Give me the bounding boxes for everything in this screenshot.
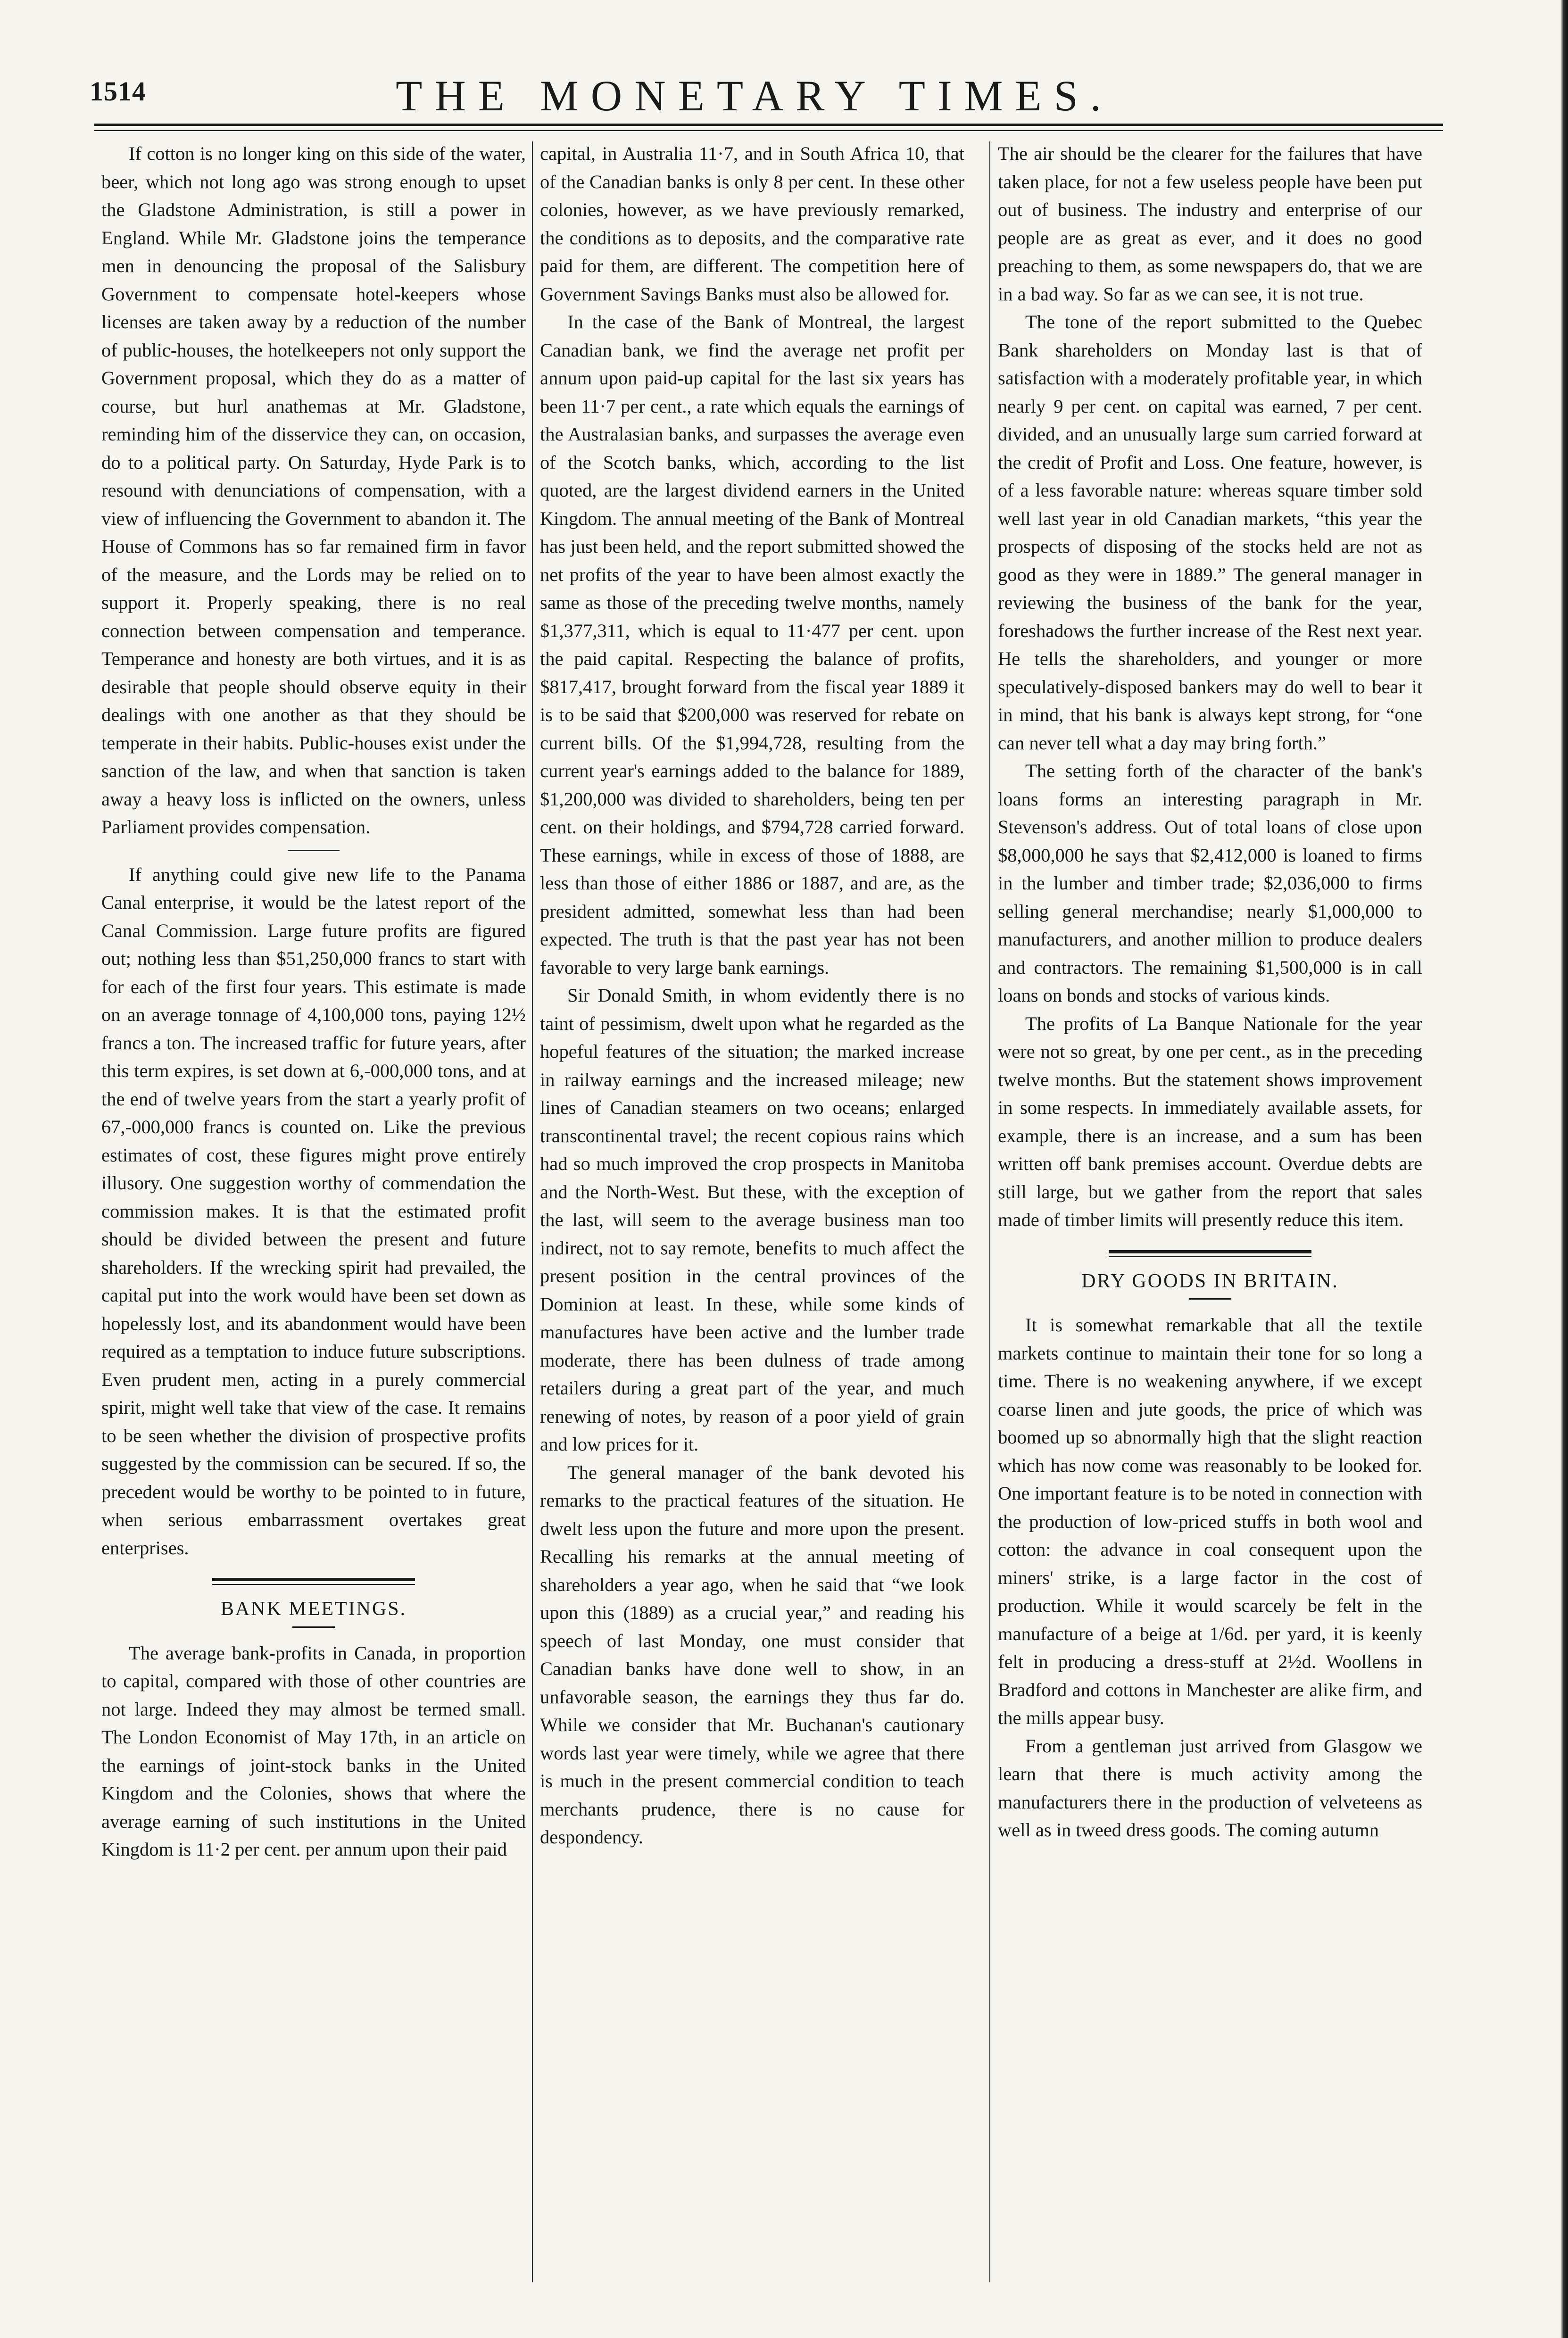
heading-bank-meetings: BANK MEETINGS.	[220, 1598, 407, 1620]
paragraph-bank-profits: The average bank-profits in Canada, in proportion to capital, compared with those of other countries are not large. Indeed they may almost be termed small. The London Economist of May 17th, in an article on the earnings of joint-stock banks in the United Kingdom and the Colonies, shows that where the average earning of such institutions in the United Kingdom is 11·2 per cent. per annum upon their paid	[101, 1642, 526, 1860]
section-separator	[288, 850, 340, 851]
paragraph-continued-capital: capital, in Australia 11·7, and in South Africa 10, that of the Canadian banks is only 8 per cent. In these other colonies, however, as we have previously remarked, the conditions as to deposits, and the comparative rate paid for them, are different. The competition here of Government Savings Banks must also be allowed for.	[540, 143, 964, 305]
paragraph-textile-markets: It is somewhat remarkable that all the textile markets continue to maintain their tone for so long a time. There is no weakening anywhere, if we except coarse linen and jute goods, the price of which was boomed up so abnormally high that the slight reaction which has now come was reasonably to be looked for. One important feature is to be noted in connection with the production of low-priced stuffs in both wool and cotton: the advance in coal consequent upon the miners' strike, is a large factor in the cost of production. While it would scarcely be felt in the manufacture of a beige at 1/6d. per yard, it is keenly felt in producing a dress-stuff at 2½d. Woollens in Bradford and cottons in Manchester are alike firm, and the mills appear busy.	[998, 1314, 1422, 1728]
page-header	[71, 71, 1438, 127]
paragraph-beer-compensation: If cotton is no longer king on this side of the water, beer, which not long ago was strong enough to upset the Gladstone Administration, is still a power in England. While Mr. Gladstone joins the temperance men in denouncing the proposal of the Salisbury Government to compensate hotel-keepers whose licenses are taken away by a reduction of the number of public-houses, the hotelkeepers not only support the Government proposal, which they do as a matter of course, but hurl anathemas at Mr. Gladstone, reminding him of the disservice they can, on occasion, do to a political party. On Saturday, Hyde Park is to resound with denunciations of compensation, with a view of influencing the Government to abandon it. The House of Commons has so far remained firm in favor of the measure, and the Lords may be relied on to support it. Properly speaking, there is no real connection between compensation and temperance. Temperance and honesty are both virtues, and it is as desirable that people should observe equity in their dealings with one another as that they should be temperate in their habits. Public-houses exist under the sanction of the law, and when that sanction is taken away a heavy loss is inflicted on the owners, unless Parliament provides compensation.	[101, 143, 526, 837]
paragraph-banque-nationale: The profits of La Banque Nationale for the year were not so great, by one per cent., as in the preceding twelve months. But the statement shows improvement in some respects. In immediately available assets, for example, there is an increase, and a sum has been written off bank premises account. Overdue debts are still large, but we gather from the report that sales made of timber limits will presently reduce this item.	[998, 1012, 1422, 1230]
header-rule	[94, 124, 1443, 126]
paragraph-continued-failures: The air should be the clearer for the failures that have taken place, for not a few useless people have been put out of business. The industry and enterprise of our people are as great as ever, and it does no good preaching to them, as some newspapers do, that we are in a bad way. So far as we can see, it is not true.	[998, 143, 1422, 305]
paragraph-panama-canal: If anything could give new life to the Panama Canal enterprise, it would be the latest report of the Canal Commission. Large future profits are figured out; nothing less than $51,250,000 francs to start with for each of the first four years. This estimate is made on an average tonnage of 4,100,000 tons, paying 12½ francs a ton. The increased traffic for future years, after this term expires, is set down at 6,-000,000 tons, and at the end of twelve years from the start a yearly profit of 67,-000,000 francs is counted on. Like the previous estimates of cost, these figures might prove entirely illusory. One suggestion worthy of commendation the commission makes. It is that the estimated profit should be divided between the present and future shareholders. If the wrecking spirit had prevailed, the capital put into the work would have been set down as hopelessly lost, and its abandonment would have been required as a temptation to induce future subscriptions. Even prudent men, acting in a purely commercial spirit, might well take that view of the case. It remains to be seen whether the division of prospective profits suggested by the commission can be secured. If so, the precedent would be worthy to be pointed to in future, when serious embarrassment overtakes great enterprises.	[101, 863, 526, 1559]
paragraph-bank-loans: The setting forth of the character of the bank's loans forms an interesting paragraph in Mr. Stevenson's address. Out of total loans of close upon $8,000,000 he says that $2,412,000 is loaned to firms in the lumber and timber trade; $2,036,000 to firms selling general merchandise; nearly $1,000,000 to manufacturers, and another million to produce dealers and contractors. The remaining $1,500,000 is in call loans on bonds and stocks of various kinds.	[998, 760, 1422, 1006]
column-divider	[989, 141, 990, 2282]
masthead-title: THE MONETARY TIMES.	[396, 72, 1113, 120]
column-2	[540, 140, 964, 2318]
paragraph-bank-of-montreal: In the case of the Bank of Montreal, the largest Canadian bank, we find the average net profit per annum upon paid-up capital for the last six years has been 11·7 per cent., a rate which equals the earnings of the Australasian banks, and surpasses the average even of the Scotch banks, which, according to the list quoted, are the largest dividend earners in the United Kingdom. The annual meeting of the Bank of Montreal has just been held, and the report submitted showed the net profits of the year to have been almost exactly the same as those of the preceding twelve months, namely $1,377,311, which is equal to 11·477 per cent. upon the paid capital. Respecting the balance of profits, $817,417, brought forward from the fiscal year 1889 it is to be said that $200,000 was reserved for rebate on current bills. Of the $1,994,728, resulting from the current year's earnings added to the balance for 1889, $1,200,000 was divided to shareholders, being ten per cent. on their holdings, and $794,728 carried forward. These earnings, while in excess of those of 1888, are less than those of either 1886 or 1887, and are, as the president admitted, somewhat less than had been expected. The truth is that the past year has not been favorable to very large bank earnings.	[540, 311, 964, 978]
heading-underline	[1189, 1298, 1231, 1300]
header-rule-thin	[94, 130, 1443, 131]
page-number: 1514	[90, 76, 146, 107]
paragraph-quebec-bank: The tone of the report submitted to the Quebec Bank shareholders on Monday last is that of satisfaction with a moderately profitable year, in which nearly 9 per cent. on capital was earned, 7 per cent. divided, and an unusually large sum carried forward at the credit of Profit and Loss. One feature, however, is of a less favorable nature: whereas square timber sold well last year in old Canadian markets, “this year the prospects of disposing of the stocks held are not as good as they were in 1889.” The general manager in reviewing the business of the bank for the year, foreshadows the further increase of the Rest next year. He tells the shareholders, and younger or more speculatively-disposed bankers may do well to bear it in mind, that his bank is always kept strong, for “one can never tell what a day may bring forth.”	[998, 311, 1422, 754]
page-edge-shadow	[1560, 0, 1568, 2338]
section-rule-light	[1109, 1256, 1311, 1257]
column-1	[101, 140, 526, 2318]
section-rule-light	[212, 1584, 415, 1585]
heading-dry-goods: DRY GOODS IN BRITAIN.	[1081, 1270, 1339, 1292]
paragraph-general-manager: The general manager of the bank devoted his remarks to the practical features of the situation. He dwelt less upon the future and more upon the present. Recalling his remarks at the annual meeting of shareholders a year ago, when he said that “we look upon this (1889) as a crucial year,” and reading his speech of last Monday, one must consider that Canadian banks have done well to show, in an unfavorable season, the earnings they thus far do. While we consider that Mr. Buchanan's cautionary words last year were timely, while we agree that there is much in the present commercial condition to teach merchants prudence, there is no cause for despondency.	[540, 1461, 964, 1848]
column-3	[998, 140, 1422, 2318]
paragraph-glasgow: From a gentleman just arrived from Glasgow we learn that there is much activity among the manufacturers there in the production of velveteens as well as in tweed dress goods. The coming autumn	[998, 1735, 1422, 1841]
paragraph-donald-smith: Sir Donald Smith, in whom evidently there is no taint of pessimism, dwelt upon what he regarded as the hopeful features of the situation; the marked increase in railway earnings and the increased mileage; new lines of Canadian steamers on two oceans; enlarged transcontinental travel; the recent copious rains which had so much improved the crop prospects in Manitoba and the North-West. But these, with the exception of the last, will seem to the average business man too indirect, not to say remote, benefits to much affect the present position in the central provinces of the Dominion at least. In these, while some kinds of manufactures have been active and the lumber trade moderate, there has been dulness of trade among retailers during a great part of the year, and much renewing of notes, by reason of a poor yield of grain and low prices for it.	[540, 985, 964, 1455]
column-divider	[532, 141, 533, 2282]
heading-underline	[292, 1626, 335, 1628]
section-rule-heavy	[1109, 1250, 1311, 1253]
section-rule-heavy	[212, 1578, 415, 1581]
